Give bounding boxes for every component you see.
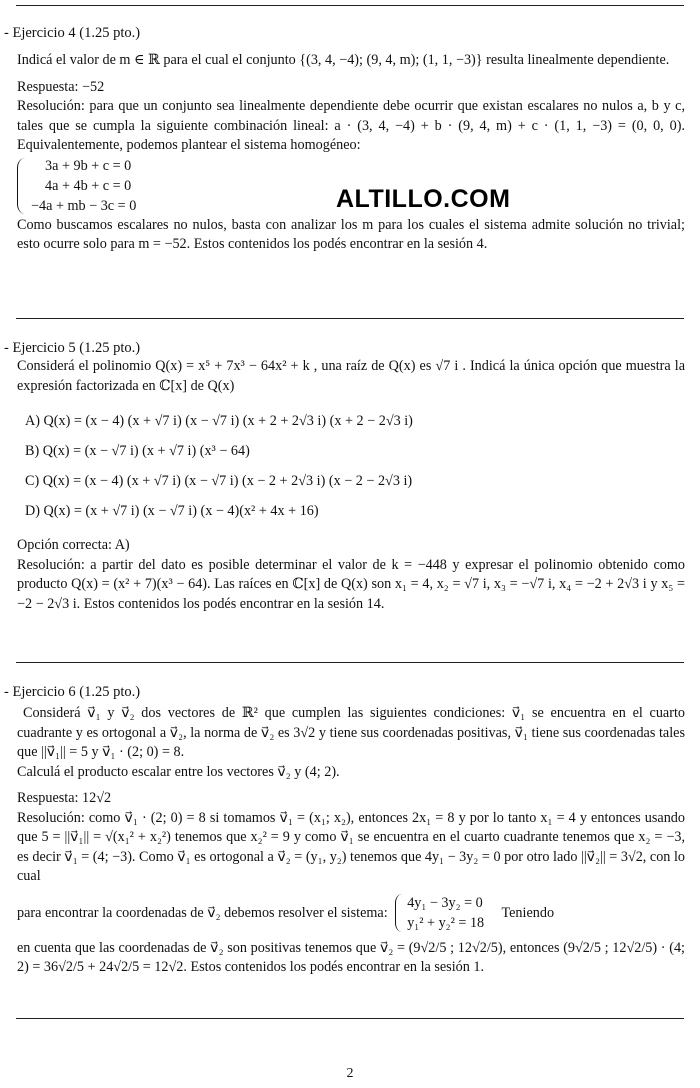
- option-b: B) Q(x) = (x − √7 i) (x + √7 i) (x³ − 64): [25, 443, 250, 459]
- system-row: 4y₁ − 3y₂ = 0: [407, 895, 483, 912]
- exercise-4-conclusion: Como buscamos escalares no nulos, basta con analizar los m para los cuales el sistema admite solución no trivial; esto ocurre solo para m = −52. Estos contenidos los podés encontrar en la sesión 4.: [17, 216, 685, 252]
- exercise-6-resolution: Resolución: como v⃗₁ · (2; 0) = 8 si tomamos v⃗₁ = (x₁; x₂), entonces 2x₁ = 8 y por lo tanto x₁ = 4 y entonces usando que 5 = ||v⃗₁|| = √(x₁² + x₂²) tenemos que x₂² = 9 y como v⃗₁ se encuentra en el cuarto cuadrante tenemos que x₂ = −3, es decir v⃗₁ = (4; −3). Como v⃗₁ es ortogonal a v⃗₂ = (y₁, y₂) tenemos que 4y₁ − 3y₂ = 0 por otro lado ||v⃗₂|| = 3√2, con lo cual: [17, 809, 685, 884]
- option-a: A) Q(x) = (x − 4) (x + √7 i) (x − √7 i) (x + 2 + 2√3 i) (x + 2 − 2√3 i): [25, 413, 413, 429]
- system-row: −4a + mb − 3c = 0: [31, 197, 137, 214]
- watermark-logo: ALTILLO.COM: [336, 185, 511, 213]
- exercise-6-title: - Ejercicio 6 (1.25 pto.): [4, 684, 141, 700]
- system-intro: para encontrar la coordenadas de v⃗₂ debemos resolver el sistema:: [17, 904, 388, 921]
- system-row: y₁² + y₂² = 18: [407, 915, 485, 932]
- exercise-5-options: [25, 406, 685, 526]
- system-row: 3a + 9b + c = 0: [45, 157, 132, 174]
- exercise-6-system: [395, 893, 484, 933]
- bottom-rule: [16, 1018, 684, 1019]
- exercise-4-title: - Ejercicio 4 (1.25 pto.): [4, 25, 141, 41]
- exercise-6-answer: Respuesta: 12√2: [17, 790, 112, 806]
- system-outro: Teniendo: [501, 904, 555, 921]
- top-rule: [16, 5, 684, 6]
- page-number: 2: [346, 1066, 354, 1081]
- exercise-4-prompt: Indicá el valor de m ∈ ℝ para el cual el conjunto {(3, 4, −4); (9, 4, m); (1, 1, −3)} resulta linealmente dependiente.: [17, 52, 670, 68]
- exercise-5-resolution: Resolución: a partir del dato es posible determinar el valor de k = −448 y expresar el polinomio obtenido como producto Q(x) = (x² + 7)(x³ − 64). Las raíces en ℂ[x] de Q(x) son x₁ = 4, x₂ = √7 i, x₃ = −√7 i, x₄ = −2 + 2√3 i y x₅ = −2 − 2√3 i. Estos contenidos los podés encontrar en la sesión 14.: [17, 556, 685, 612]
- exercise-6-question: Calculá el producto escalar entre los vectores v⃗₂ y (4; 2).: [17, 763, 340, 780]
- option-d: D) Q(x) = (x + √7 i) (x − √7 i) (x − 4)(x² + 4x + 16): [25, 503, 319, 519]
- exercise-6-prompt: Considerá v⃗₁ y v⃗₂ dos vectores de ℝ² que cumplen las siguientes condiciones: v⃗₁ se encuentra en el cuarto cuadrante y es ortogonal a v⃗₂, la norma de v⃗₂ es 3√2 y tiene sus coordenadas positivas, v⃗₁ tiene sus coordenadas tales que ||v⃗₁|| = 5 y v⃗₁ · (2; 0) = 8.: [17, 705, 685, 760]
- exercise-5-title: - Ejercicio 5 (1.25 pto.): [4, 340, 141, 356]
- section-rule: [16, 662, 684, 663]
- exercise-6-conclusion: en cuenta que las coordenadas de v⃗₂ son positivas tenemos que v⃗₂ = (9√2/5 ; 12√2/5), entonces (9√2/5 ; 12√2/5) · (4; 2) = 36√2/5 + 24√2/5 = 12√2. Estos contenidos los podés encontrar en la sesión 1.: [17, 939, 685, 975]
- exercise-4-resolution: Resolución: para que un conjunto sea linealmente dependiente debe ocurrir que existan escalares no nulos a, b y c, tales que se cumpla la siguiente combinación lineal: a · (3, 4, −4) + b · (9, 4, m) + c · (1, 1, −3) = (0, 0, 0). Equivalentemente, podemos plantear el sistema homogéneo:: [17, 98, 685, 153]
- system-row: 4a + 4b + c = 0: [45, 177, 132, 194]
- exercise-4-answer: Respuesta: −52: [17, 78, 105, 95]
- brace-icon: [395, 894, 403, 932]
- exercise-5-prompt: Considerá el polinomio Q(x) = x⁵ + 7x³ − 64x² + k , una raíz de Q(x) es √7 i . Indicá la única opción que muestra la expresión factorizada en ℂ[x] de Q(x): [17, 358, 685, 394]
- option-c: C) Q(x) = (x − 4) (x + √7 i) (x − √7 i) (x − 2 + 2√3 i) (x − 2 − 2√3 i): [25, 473, 413, 489]
- brace-icon: [17, 158, 26, 214]
- exercise-5-answer: Opción correcta: A): [17, 537, 130, 553]
- section-rule: [16, 318, 684, 319]
- exercise-6-system-line: [17, 891, 685, 935]
